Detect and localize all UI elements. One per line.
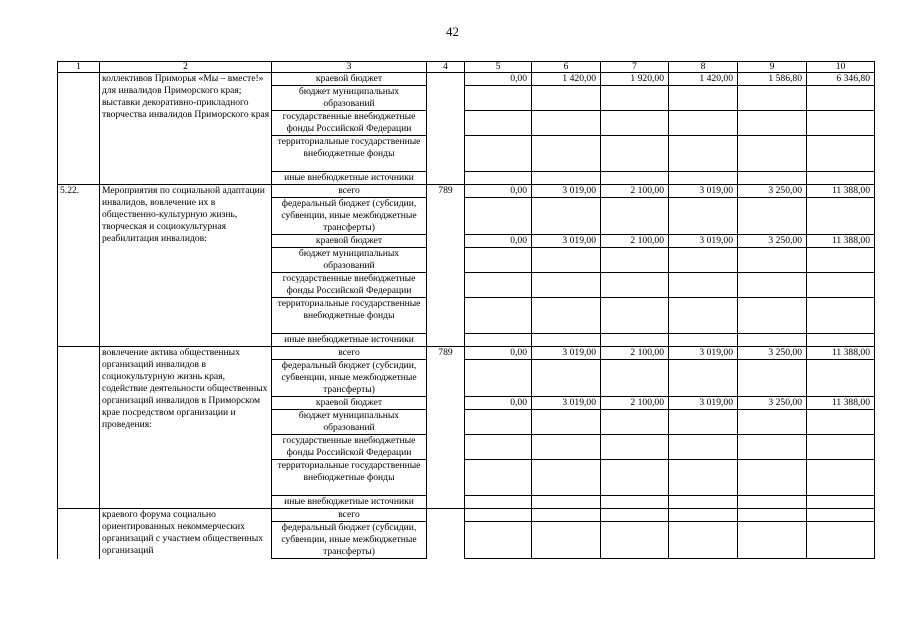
funding-source-cell: всего — [272, 347, 427, 360]
amount-cell: 2 100,00 — [601, 347, 669, 360]
amount-cell — [465, 111, 532, 136]
amount-cell: 1 920,00 — [601, 73, 669, 86]
amount-cell — [807, 435, 875, 460]
funding-source-cell: краевой бюджет — [272, 235, 427, 248]
amount-cell: 11 388,00 — [807, 397, 875, 410]
funding-source-cell: федеральный бюджет (субсидии, субвенции, иные межбюджетные трансферты) — [272, 198, 427, 235]
table-row — [58, 73, 875, 86]
amount-cell — [738, 248, 807, 273]
amount-cell — [601, 496, 669, 509]
amount-cell — [532, 198, 601, 235]
funding-source-cell: территориальные государственные внебюджетные фонды — [272, 460, 427, 496]
amount-cell — [532, 496, 601, 509]
amount-cell — [532, 410, 601, 435]
amount-cell — [738, 198, 807, 235]
amount-cell — [465, 273, 532, 298]
amount-cell — [669, 298, 738, 334]
amount-cell: 0,00 — [465, 235, 532, 248]
funding-source-cell: краевой бюджет — [272, 73, 427, 86]
amount-cell: 3 019,00 — [532, 235, 601, 248]
column-header-row — [58, 62, 875, 73]
item-description-cell: вовлечение актива общественных организаций инвалидов в социокультурную жизнь края, содействие деятельности общественных организаций инвалидов в Приморском крае посредством организации и проведения: — [100, 347, 272, 509]
amount-cell — [738, 522, 807, 559]
table-row — [58, 347, 875, 360]
column-header: 7 — [601, 62, 669, 73]
amount-cell — [465, 360, 532, 397]
amount-cell: 3 250,00 — [738, 185, 807, 198]
amount-cell — [669, 273, 738, 298]
table-row — [58, 509, 875, 522]
amount-cell — [601, 410, 669, 435]
amount-cell — [601, 435, 669, 460]
item-description-cell: коллективов Приморья «Мы – вместе!» для инвалидов Приморского края; выставки декоративно-прикладного творчества инвалидов Приморского края — [100, 73, 272, 185]
amount-cell — [669, 410, 738, 435]
amount-cell — [807, 273, 875, 298]
amount-cell — [807, 298, 875, 334]
column-header: 6 — [532, 62, 601, 73]
amount-cell — [601, 111, 669, 136]
column-header: 9 — [738, 62, 807, 73]
amount-cell — [738, 86, 807, 111]
amount-cell — [738, 509, 807, 522]
amount-cell — [601, 273, 669, 298]
item-number-cell — [58, 73, 100, 185]
amount-cell — [465, 248, 532, 273]
amount-cell — [738, 172, 807, 185]
amount-cell — [669, 522, 738, 559]
amount-cell: 6 346,80 — [807, 73, 875, 86]
item-description-cell: краевого форума социально ориентированных некоммерческих организаций с участием общественных организаций — [100, 509, 272, 559]
amount-cell — [465, 460, 532, 496]
funding-source-cell: бюджет муниципальных образований — [272, 86, 427, 111]
amount-cell — [532, 334, 601, 347]
column-header: 3 — [272, 62, 427, 73]
amount-cell — [669, 111, 738, 136]
amount-cell: 3 019,00 — [532, 347, 601, 360]
amount-cell — [601, 460, 669, 496]
amount-cell — [738, 298, 807, 334]
amount-cell — [465, 86, 532, 111]
funding-source-cell: бюджет муниципальных образований — [272, 410, 427, 435]
amount-cell — [738, 273, 807, 298]
amount-cell — [807, 111, 875, 136]
amount-cell — [738, 360, 807, 397]
amount-cell — [532, 136, 601, 172]
funding-source-cell: иные внебюджетные источники — [272, 334, 427, 347]
column-header: 10 — [807, 62, 875, 73]
amount-cell — [807, 410, 875, 435]
amount-cell — [532, 172, 601, 185]
funding-source-cell: бюджет муниципальных образований — [272, 248, 427, 273]
amount-cell — [669, 248, 738, 273]
item-number-cell — [58, 509, 100, 559]
amount-cell — [532, 248, 601, 273]
amount-cell — [738, 111, 807, 136]
amount-cell: 3 019,00 — [669, 347, 738, 360]
amount-cell — [601, 248, 669, 273]
amount-cell: 0,00 — [465, 73, 532, 86]
amount-cell: 2 100,00 — [601, 397, 669, 410]
column-header: 5 — [465, 62, 532, 73]
page-number: 42 — [446, 24, 459, 39]
amount-cell — [601, 136, 669, 172]
amount-cell: 0,00 — [465, 347, 532, 360]
amount-cell — [738, 136, 807, 172]
amount-cell — [669, 460, 738, 496]
amount-cell — [532, 509, 601, 522]
amount-cell — [532, 86, 601, 111]
amount-cell — [669, 198, 738, 235]
funding-source-cell: государственные внебюджетные фонды Российской Федерации — [272, 435, 427, 460]
amount-cell: 3 019,00 — [669, 397, 738, 410]
table-row — [58, 185, 875, 198]
amount-cell — [465, 136, 532, 172]
amount-cell — [532, 298, 601, 334]
amount-cell — [807, 509, 875, 522]
funding-source-cell: государственные внебюджетные фонды Российской Федерации — [272, 111, 427, 136]
amount-cell — [807, 198, 875, 235]
budget-code-cell: 789 — [427, 185, 465, 347]
funding-source-cell: иные внебюджетные источники — [272, 496, 427, 509]
amount-cell: 3 019,00 — [669, 235, 738, 248]
amount-cell — [601, 172, 669, 185]
funding-source-cell: территориальные государственные внебюджетные фонды — [272, 136, 427, 172]
amount-cell — [669, 360, 738, 397]
budget-table — [57, 61, 875, 559]
column-header: 2 — [100, 62, 272, 73]
amount-cell — [807, 360, 875, 397]
amount-cell — [465, 198, 532, 235]
amount-cell — [807, 460, 875, 496]
amount-cell — [807, 248, 875, 273]
amount-cell — [532, 360, 601, 397]
amount-cell — [669, 496, 738, 509]
amount-cell — [465, 522, 532, 559]
amount-cell: 1 586,80 — [738, 73, 807, 86]
amount-cell — [669, 509, 738, 522]
amount-cell: 1 420,00 — [532, 73, 601, 86]
funding-source-cell: иные внебюджетные источники — [272, 172, 427, 185]
amount-cell — [807, 86, 875, 111]
funding-source-cell: федеральный бюджет (субсидии, субвенции, иные межбюджетные трансферты) — [272, 360, 427, 397]
column-header: 8 — [669, 62, 738, 73]
amount-cell — [465, 509, 532, 522]
amount-cell — [601, 86, 669, 111]
amount-cell: 3 250,00 — [738, 397, 807, 410]
amount-cell — [807, 522, 875, 559]
amount-cell — [532, 435, 601, 460]
amount-cell: 0,00 — [465, 397, 532, 410]
amount-cell — [807, 334, 875, 347]
amount-cell: 1 420,00 — [669, 73, 738, 86]
amount-cell: 3 019,00 — [532, 185, 601, 198]
funding-source-cell: территориальные государственные внебюджетные фонды — [272, 298, 427, 334]
amount-cell — [601, 509, 669, 522]
budget-code-cell: 789 — [427, 347, 465, 509]
item-number-cell: 5.22. — [58, 185, 100, 347]
amount-cell — [465, 410, 532, 435]
amount-cell — [669, 334, 738, 347]
funding-source-cell: краевой бюджет — [272, 397, 427, 410]
amount-cell — [601, 298, 669, 334]
amount-cell — [738, 496, 807, 509]
funding-source-cell: федеральный бюджет (субсидии, субвенции, иные межбюджетные трансферты) — [272, 522, 427, 559]
item-number-cell — [58, 347, 100, 509]
amount-cell: 2 100,00 — [601, 235, 669, 248]
amount-cell — [465, 435, 532, 460]
funding-source-cell: всего — [272, 509, 427, 522]
amount-cell — [532, 273, 601, 298]
amount-cell: 3 019,00 — [669, 185, 738, 198]
amount-cell: 3 250,00 — [738, 235, 807, 248]
funding-source-cell: государственные внебюджетные фонды Российской Федерации — [272, 273, 427, 298]
amount-cell: 11 388,00 — [807, 235, 875, 248]
budget-code-cell — [427, 73, 465, 185]
amount-cell — [532, 460, 601, 496]
amount-cell — [465, 172, 532, 185]
amount-cell — [669, 136, 738, 172]
amount-cell — [738, 334, 807, 347]
amount-cell — [465, 496, 532, 509]
amount-cell: 11 388,00 — [807, 185, 875, 198]
column-header: 4 — [427, 62, 465, 73]
amount-cell: 3 019,00 — [532, 397, 601, 410]
amount-cell — [669, 172, 738, 185]
amount-cell — [465, 298, 532, 334]
amount-cell — [601, 198, 669, 235]
amount-cell: 0,00 — [465, 185, 532, 198]
amount-cell — [807, 496, 875, 509]
amount-cell — [738, 460, 807, 496]
amount-cell — [807, 136, 875, 172]
amount-cell — [669, 86, 738, 111]
amount-cell — [601, 522, 669, 559]
amount-cell — [738, 410, 807, 435]
amount-cell: 2 100,00 — [601, 185, 669, 198]
amount-cell — [532, 522, 601, 559]
amount-cell — [807, 172, 875, 185]
item-description-cell: Мероприятия по социальной адаптации инвалидов, вовлечение их в общественно-культурную жизнь, творческая и социокультурная реабилитация инвалидов: — [100, 185, 272, 347]
funding-source-cell: всего — [272, 185, 427, 198]
column-header: 1 — [58, 62, 100, 73]
amount-cell — [465, 334, 532, 347]
amount-cell — [669, 435, 738, 460]
amount-cell: 11 388,00 — [807, 347, 875, 360]
amount-cell: 3 250,00 — [738, 347, 807, 360]
amount-cell — [738, 435, 807, 460]
budget-code-cell — [427, 509, 465, 559]
amount-cell — [601, 334, 669, 347]
amount-cell — [601, 360, 669, 397]
amount-cell — [532, 111, 601, 136]
